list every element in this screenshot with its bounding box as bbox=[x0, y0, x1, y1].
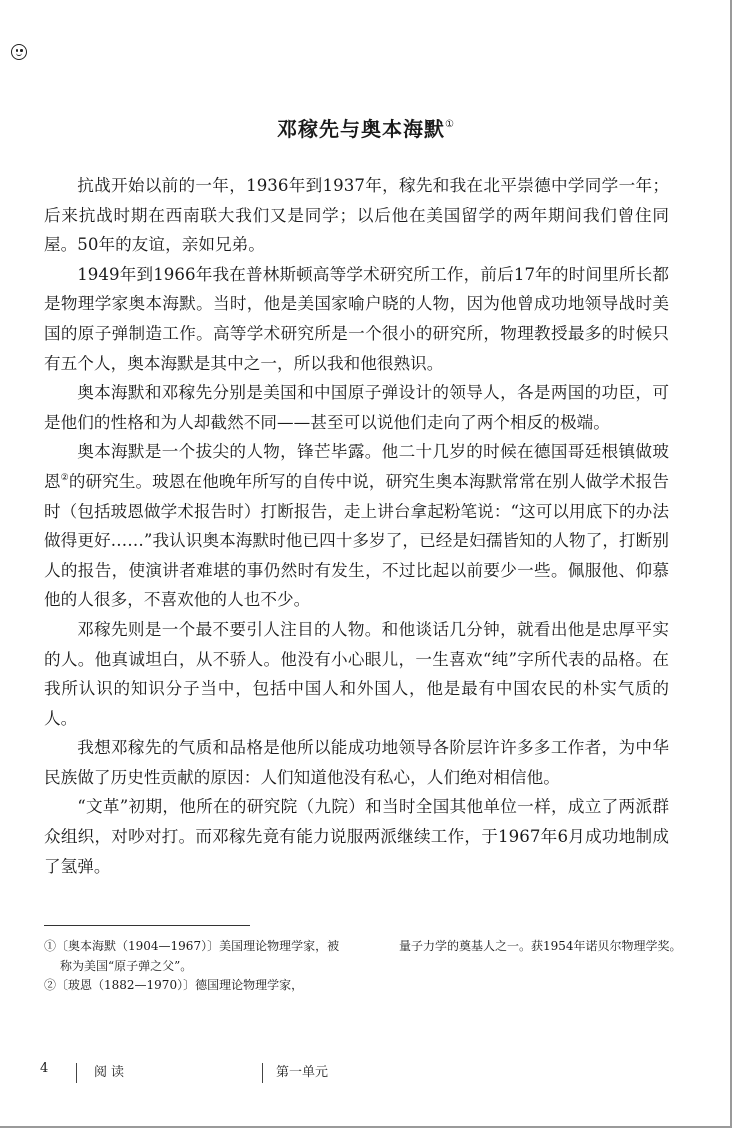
footnotes-right-column bbox=[399, 937, 684, 996]
paragraph-1: 抗战开始以前的一年，1936年到1937年，稼先和我在北平崇德中学同学一年；后来抗战时期在西南联大我们又是同学；以后他在美国留学的两年期间我们曾住同屋。50年的友谊，亲如兄弟。 bbox=[44, 176, 669, 255]
paragraph-4-footnote-mark: ② bbox=[60, 472, 69, 483]
paragraph-4 bbox=[44, 437, 669, 615]
page-number: 4 bbox=[40, 1061, 49, 1076]
footnote-divider bbox=[44, 925, 250, 926]
article-body bbox=[44, 171, 669, 881]
smiley-mouth bbox=[16, 52, 22, 56]
page-footer bbox=[0, 1060, 732, 1086]
smiley-icon[interactable] bbox=[11, 44, 27, 60]
article-title-text: 邓稼先与奥本海默 bbox=[277, 117, 446, 141]
footnotes bbox=[44, 937, 684, 996]
paragraph-6: 我想邓稼先的气质和品格是他所以能成功地领导各阶层许许多多工作者，为中华民族做了历史性贡献的原因：人们知道他没有私心，人们绝对相信他。 bbox=[44, 738, 669, 787]
footnote-2-continued: 量子力学的奠基人之一。获1954年诺贝尔物理学奖。 bbox=[399, 939, 682, 953]
unit-label: 第一单元 bbox=[276, 1065, 329, 1080]
paragraph-4-part-b: 的研究生。玻恩在他晚年所写的自传中说，研究生奥本海默常常在别人做学术报告时（包括玻恩做学术报告时）打断报告，走上讲台拿起粉笔说：“这可以用底下的办法做得更好……”我认识奥本海默时他已四十多岁了，已经是妇孺皆知的人物了，打断别人的报告，使演讲者难堪的事仍然时有发生，不过比起以前要少一些。佩服他、仰慕他的人很多，不喜欢他的人也不少。 bbox=[44, 471, 669, 610]
paragraph-3: 奥本海默和邓稼先分别是美国和中国原子弹设计的领导人，各是两国的功臣，可是他们的性格和为人却截然不同——甚至可以说他们走向了两个相反的极端。 bbox=[44, 383, 669, 432]
footnote-1: ①〔奥本海默（1904—1967）〕美国理论物理学家，被称为美国“原子弹之父”。 bbox=[44, 939, 340, 973]
book-label: 阅读 bbox=[94, 1065, 129, 1080]
article-title bbox=[0, 113, 732, 142]
footnotes-left-column bbox=[44, 937, 344, 996]
footer-separator bbox=[262, 1063, 263, 1083]
paragraph-5: 邓稼先则是一个最不要引人注目的人物。和他谈话几分钟，就看出他是忠厚平实的人。他真诚坦白，从不骄人。他没有小心眼儿，一生喜欢“纯”字所代表的品格。在我所认识的知识分子当中，包括中国人和外国人，他是最有中国农民的朴实气质的人。 bbox=[44, 619, 669, 728]
footer-separator bbox=[76, 1063, 77, 1083]
paragraph-4-part-a: 奥本海默是一个拔尖的人物，锋芒毕露。他二十几岁的时候在德国哥廷根镇做玻恩 bbox=[44, 442, 669, 491]
title-footnote-mark: ① bbox=[445, 119, 455, 130]
paragraph-2: 1949年到1966年我在普林斯顿高等学术研究所工作，前后17年的时间里所长都是物理学家奥本海默。当时，他是美国家喻户晓的人物，因为他曾成功地领导战时美国的原子弹制造工作。高等学术研究所是一个很小的研究所，物理教授最多的时候只有五个人，奥本海默是其中之一，所以我和他很熟识。 bbox=[44, 264, 669, 373]
footnote-2: ②〔玻恩（1882—1970）〕德国理论物理学家， bbox=[44, 978, 304, 992]
paragraph-7: “文革”初期，他所在的研究院（九院）和当时全国其他单位一样，成立了两派群众组织，对吵对打。而邓稼先竟有能力说服两派继续工作，于1967年6月成功地制成了氢弹。 bbox=[44, 797, 669, 876]
